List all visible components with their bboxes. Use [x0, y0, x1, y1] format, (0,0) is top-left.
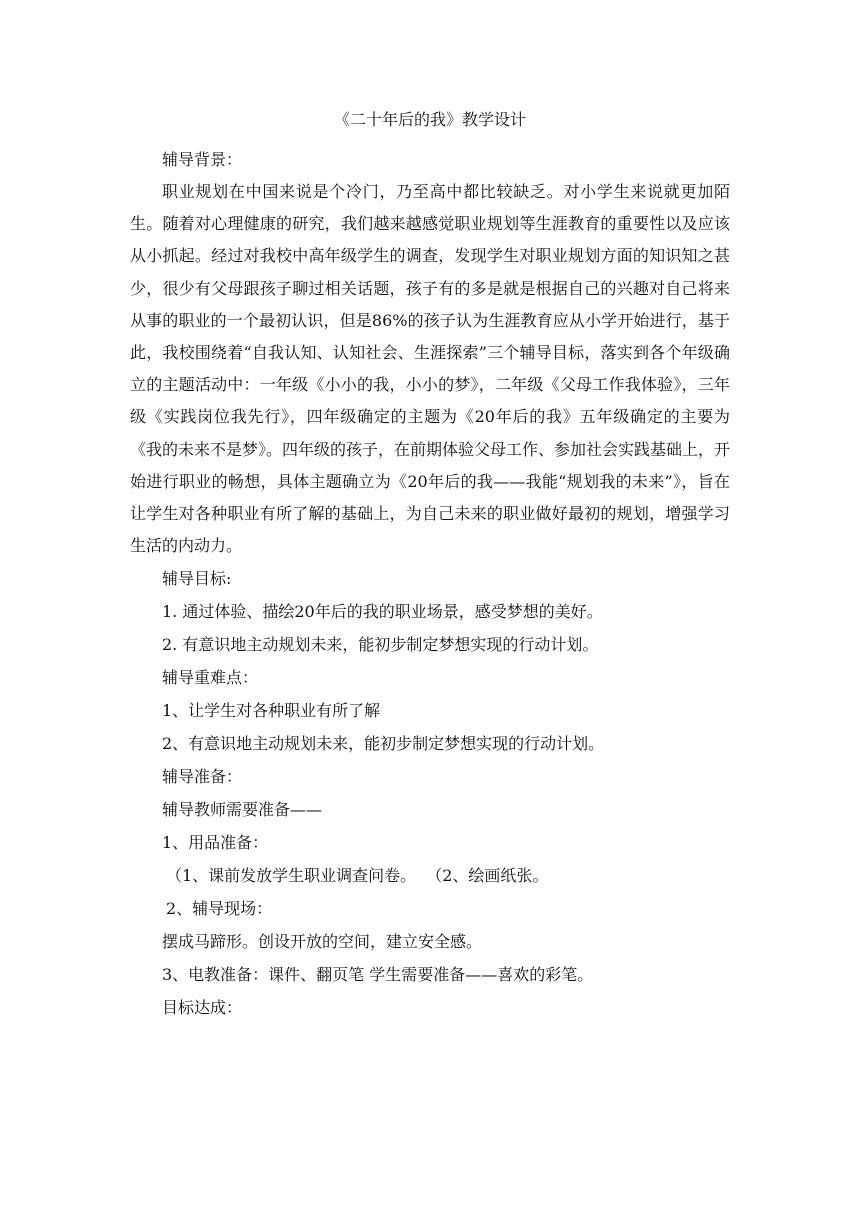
- document-body: [130, 143, 730, 1024]
- background-paragraph: 职业规划在中国来说是个冷门，乃至高中都比较缺乏。对小学生来说就更加陌生。随着对心理健康的研究，我们越来越感觉职业规划等生涯教育的重要性以及应该从小抓起。经过对我校中高年级学生的调查，发现学生对职业规划方面的知识知之甚少，很少有父母跟孩子聊过相关话题，孩子有的多是就是根据自己的兴趣对自己将来从事的职业的一个最初认识，但是86%的孩子认为生涯教育应从小学开始进行，基于此，我校围绕着“自我认知、认知社会、生涯探索”三个辅导目标，落实到各个年级确立的主题活动中：一年级《小小的我，小小的梦》，二年级《父母工作我体验》，三年级《实践岗位我先行》，四年级确定的主题为《20年后的我》五年级确定的主要为《我的未来不是梦》。四年级的孩子，在前期体验父母工作、参加社会实践基础上，开始进行职业的畅想，具体主题确立为《20年后的我——我能“规划我的未来”》，旨在让学生对各种职业有所了解的基础上，为自己未来的职业做好最初的规划，增强学习生活的内动力。: [130, 182, 731, 556]
- key-point-item-1: 1、让学生对各种职业有所了解: [162, 701, 381, 721]
- teacher-preparation: 辅导教师需要准备——: [162, 800, 323, 820]
- supplies-list: [130, 859, 730, 892]
- background-heading: 辅导背景：: [162, 150, 243, 169]
- av-preparation: 3、电教准备：课件、翻页笔 学生需要准备——喜欢的彩笔。: [162, 965, 594, 985]
- venue-heading: 2、辅导现场：: [166, 899, 273, 919]
- key-point-item-2: 2、有意识地主动规划未来，能初步制定梦想实现的行动计划。: [162, 734, 605, 754]
- venue-text: 摆成马蹄形。创设开放的空间，建立安全感。: [162, 932, 483, 952]
- supplies-item-2: （2、绘画纸张。: [434, 866, 549, 886]
- goal-item-2: 2. 有意识地主动规划未来，能初步制定梦想实现的行动计划。: [162, 635, 599, 655]
- achievement-heading: 目标达成：: [162, 998, 243, 1018]
- supplies-heading: 1、用品准备：: [162, 833, 269, 853]
- document-title: 《二十年后的我》教学设计: [333, 110, 526, 129]
- key-points-heading: 辅导重难点：: [162, 668, 259, 688]
- goal-item-1: 1. 通过体验、描绘20年后的我的职业场景，感受梦想的美好。: [162, 602, 603, 622]
- preparation-heading: 辅导准备：: [162, 767, 243, 787]
- supplies-item-1: （1、课前发放学生职业调查问卷。: [166, 866, 417, 886]
- goals-heading: 辅导目标:: [162, 569, 232, 589]
